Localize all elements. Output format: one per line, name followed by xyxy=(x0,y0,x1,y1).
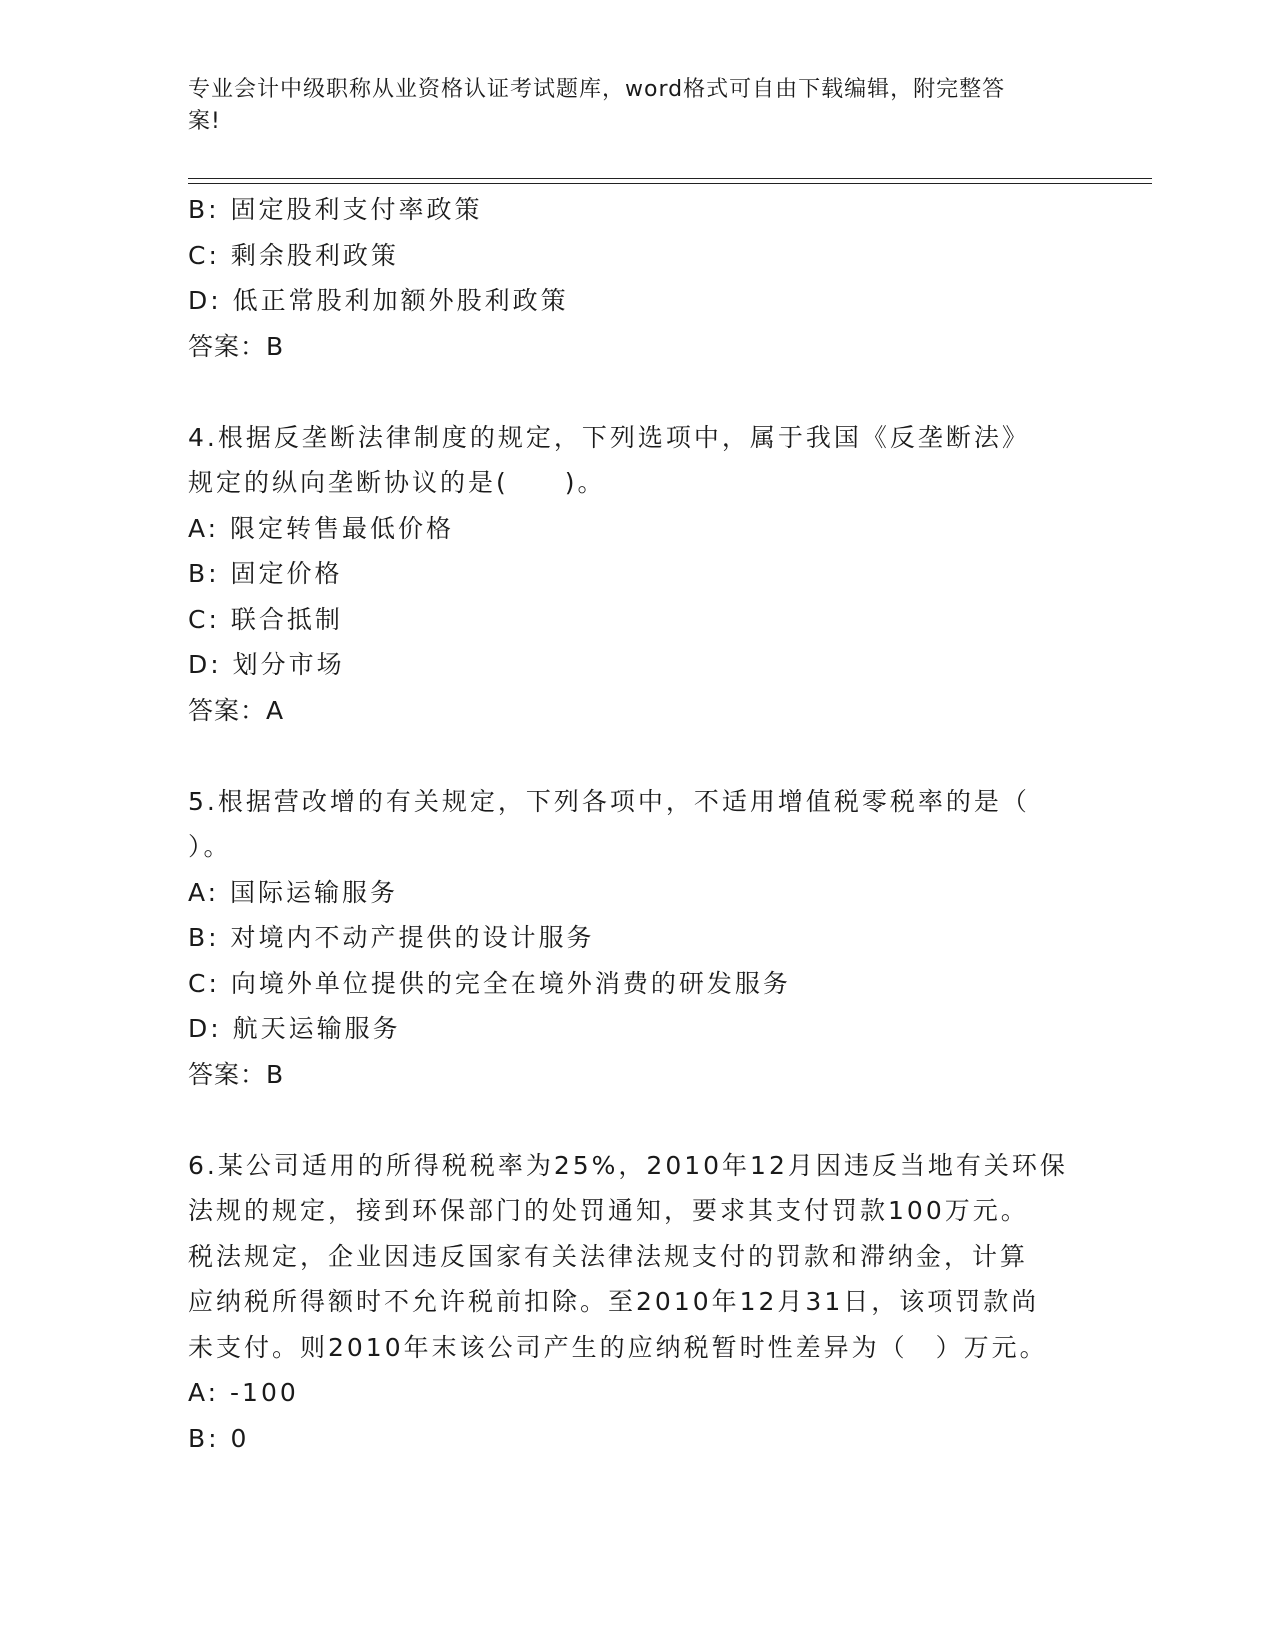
answer: 答案：B xyxy=(188,1059,285,1089)
question-stem-line: 法规的规定，接到环保部门的处罚通知，要求其支付罚款100万元。 xyxy=(188,1196,1029,1225)
answer: 答案：A xyxy=(188,695,285,725)
option-d: D: 低正常股利加额外股利政策 xyxy=(188,286,569,315)
spacer xyxy=(188,1097,1088,1143)
option-a: A: -100 xyxy=(188,1378,299,1407)
question-stem-line: 税法规定，企业因违反国家有关法律法规支付的罚款和滞纳金，计算 xyxy=(188,1241,1029,1271)
option-a: A: 国际运输服务 xyxy=(188,877,399,907)
option-b: B: 对境内不动产提供的设计服务 xyxy=(188,923,595,952)
question-stem-line: 5.根据营改增的有关规定，下列各项中，不适用增值税零税率的是（ xyxy=(188,786,1030,816)
option-c: C: 剩余股利政策 xyxy=(188,240,399,270)
question-stem-line: 规定的纵向垄断协议的是( )。 xyxy=(188,468,606,497)
question-stem-line: ）。 xyxy=(188,832,232,861)
question-stem-line: 6.某公司适用的所得税税率为25%，2010年12月因违反当地有关环保 xyxy=(188,1150,1068,1180)
header-line-1: 专业会计中级职称从业资格认证考试题库，word格式可自由下载编辑，附完整答 xyxy=(188,77,1006,102)
answer: 答案：B xyxy=(188,331,285,361)
option-c: C: 向境外单位提供的完全在境外消费的研发服务 xyxy=(188,968,791,998)
option-a: A: 限定转售最低价格 xyxy=(188,513,455,543)
option-d: D: 航天运输服务 xyxy=(188,1014,401,1043)
question-5 xyxy=(188,779,1088,1098)
question-4 xyxy=(188,415,1088,734)
question-6 xyxy=(188,1143,1088,1462)
option-c: C: 联合抵制 xyxy=(188,604,343,634)
header-line-2: 案! xyxy=(188,109,221,134)
header-divider-top xyxy=(188,178,1152,179)
question-3-tail xyxy=(188,187,1088,369)
option-b: B: 固定价格 xyxy=(188,559,343,588)
option-b: B: 0 xyxy=(188,1423,250,1453)
option-b: B: 固定股利支付率政策 xyxy=(188,195,483,224)
header-divider-bottom xyxy=(188,183,1152,184)
option-d: D: 划分市场 xyxy=(188,650,345,679)
spacer xyxy=(188,733,1088,779)
spacer xyxy=(188,369,1088,415)
document-body xyxy=(188,187,1088,1461)
question-stem-line: 应纳税所得额时不允许税前扣除。至2010年12月31日，该项罚款尚 xyxy=(188,1287,1040,1316)
question-stem-line: 4.根据反垄断法律制度的规定，下列选项中，属于我国《反垄断法》 xyxy=(188,422,1030,452)
question-stem-line: 未支付。则2010年末该公司产生的应纳税暂时性差异为（ ）万元。 xyxy=(188,1332,1048,1362)
page-header xyxy=(188,74,1068,138)
